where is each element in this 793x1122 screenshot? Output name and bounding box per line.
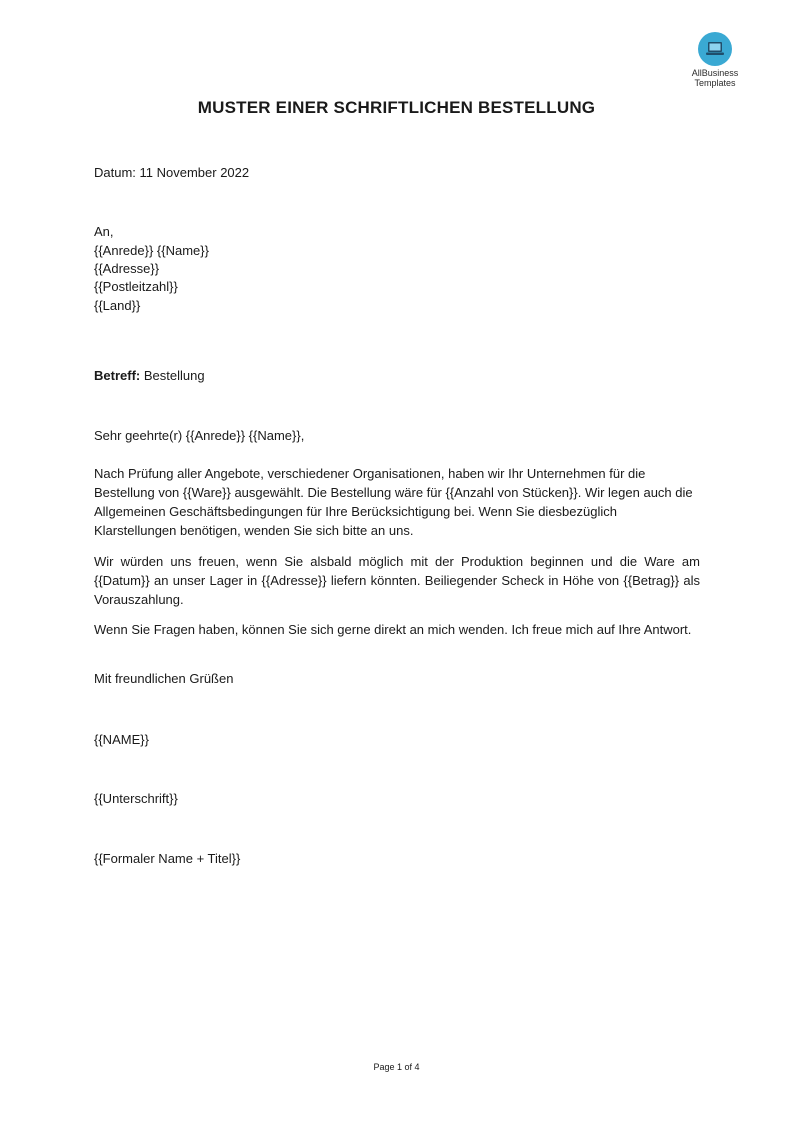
signature-name: {{NAME}} bbox=[94, 732, 149, 747]
recipient-to: An, bbox=[94, 224, 114, 239]
allbusiness-templates-logo bbox=[684, 32, 746, 88]
body-paragraph-2: Wir würden uns freuen, wenn Sie alsbald möglich mit der Produktion beginnen und die Ware am {{Datum}} an unser Lager in {{Adresse}} liefern könnten. Beiliegender Scheck in Höhe von {{Betrag}} als Vorauszahlung. bbox=[94, 554, 700, 607]
subject-label: Betreff: bbox=[94, 368, 141, 383]
logo-text-line2: Templates bbox=[694, 78, 736, 88]
page-number: Page 1 of 4 bbox=[373, 1062, 420, 1072]
document-title: MUSTER EINER SCHRIFTLICHEN BESTELLUNG bbox=[197, 98, 596, 117]
closing: Mit freundlichen Grüßen bbox=[94, 671, 234, 686]
recipient-postcode: {{Postleitzahl}} bbox=[94, 279, 178, 294]
recipient-name: {{Anrede}} {{Name}} bbox=[94, 243, 209, 258]
recipient-country: {{Land}} bbox=[94, 298, 141, 313]
signature-formal-name: {{Formaler Name + Titel}} bbox=[94, 851, 241, 866]
body-paragraph-1: Nach Prüfung aller Angebote, verschiedener Organisationen, haben wir Ihr Unternehmen für die Bestellung von {{Ware}} ausgewählt. Die Bestellung wäre für {{Anzahl von Stücken}}. Wir legen auch die Allgemeinen Geschäftsbedingungen für Ihre Berücksichtigung bei. Wenn Sie diesbezüglich Klarstellungen benötigen, wenden Sie sich bitte an uns. bbox=[94, 466, 693, 538]
salutation: Sehr geehrte(r) {{Anrede}} {{Name}}, bbox=[94, 428, 305, 443]
logo-text-line1: AllBusiness bbox=[691, 68, 739, 78]
body-paragraph-3: Wenn Sie Fragen haben, können Sie sich gerne direkt an mich wenden. Ich freue mich auf Ihre Antwort. bbox=[94, 622, 692, 637]
date-line: Datum: 11 November 2022 bbox=[94, 165, 250, 180]
laptop-icon bbox=[698, 32, 732, 66]
subject-value: Bestellung bbox=[143, 368, 205, 383]
signature-placeholder: {{Unterschrift}} bbox=[94, 791, 178, 806]
recipient-address: {{Adresse}} bbox=[94, 261, 160, 276]
subject-line bbox=[94, 366, 205, 385]
